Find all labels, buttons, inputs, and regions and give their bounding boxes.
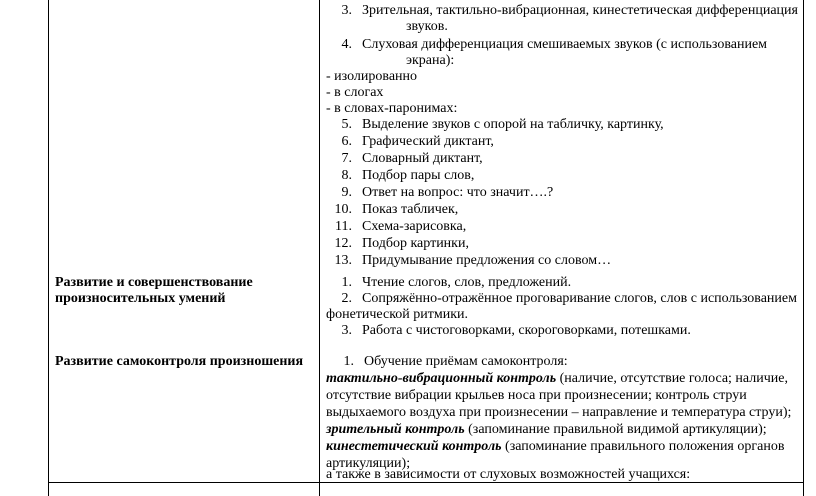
list-number: 3. <box>341 3 352 18</box>
left-cell-pronunciation-line1: Развитие и совершенствование <box>55 275 253 290</box>
paragraph-line: отсутствие вибрации крыльев носа при произнесении; контроль струи <box>326 388 747 403</box>
list-number: 1. <box>341 275 352 290</box>
list-number: 2. <box>341 291 352 306</box>
visual-control-label: зрительный контроль <box>326 422 465 437</box>
list-number: 8. <box>341 168 352 183</box>
kinesthetic-control-label: кинестетический контроль <box>326 439 502 454</box>
list-item-3-line1: Зрительная, тактильно-вибрационная, кинестетическая дифференциация <box>362 3 798 18</box>
paragraph-line: а также в зависимости от слуховых возможностей учащихся: <box>326 467 691 482</box>
table-border-left <box>48 0 49 496</box>
list-number: 6. <box>341 134 352 149</box>
list-item: Графический диктант, <box>362 134 494 149</box>
visual-control-line <box>326 421 767 439</box>
visual-control-text: (запоминание правильной видимой артикуляции); <box>464 422 767 437</box>
list-number: 9. <box>341 185 352 200</box>
list-item: Обучение приёмам самоконтроля: <box>364 354 568 369</box>
table-border-middle <box>319 0 320 496</box>
list-number: 12. <box>334 236 352 251</box>
list-number: 11. <box>335 219 352 234</box>
list-number: 7. <box>341 151 352 166</box>
dash-item: - изолированно <box>326 69 418 84</box>
list-item: Ответ на вопрос: что значит….? <box>362 185 554 200</box>
dash-item: - в словах-паронимах: <box>326 101 458 116</box>
left-cell-pronunciation-line2: произносительных умений <box>55 291 226 306</box>
list-number: 3. <box>341 323 352 338</box>
table-border-right <box>803 0 804 496</box>
list-item: Показ табличек, <box>362 202 459 217</box>
list-item: Схема-зарисовка, <box>362 219 467 234</box>
list-number: 5. <box>341 117 352 132</box>
list-item: Придумывание предложения со словом… <box>362 253 612 268</box>
list-item: Словарный диктант, <box>362 151 483 166</box>
list-number: 13. <box>334 253 352 268</box>
tactile-control-label: тактильно-вибрационный контроль <box>326 371 557 386</box>
list-item: Работа с чистоговорками, скороговорками, потешками. <box>362 323 691 338</box>
tactile-control-text: (наличие, отсутствие голоса; наличие, <box>556 371 788 386</box>
list-item: Чтение слогов, слов, предложений. <box>362 275 572 290</box>
kinesthetic-control-text: (запоминание правильного положения органов <box>501 439 785 454</box>
paragraph-line: выдыхаемого воздуха при произнесении – направление и температура струи); <box>326 405 792 420</box>
list-item-3-line2: звуков. <box>406 19 448 34</box>
tactile-control-line <box>326 370 788 388</box>
dash-item: - в слогах <box>326 85 384 100</box>
list-item-line1: Сопряжённо-отражённое проговаривание слогов, слов с использованием <box>362 291 797 306</box>
paragraph-line: артикуляции); <box>326 456 411 471</box>
list-number: 4. <box>341 37 352 52</box>
list-number: 1. <box>343 354 354 369</box>
list-item: Подбор пары слов, <box>362 168 475 183</box>
kinesthetic-control-line <box>326 438 784 456</box>
list-item: Подбор картинки, <box>362 236 469 251</box>
list-item-4-line1: Слуховая дифференциация смешиваемых звуков (с использованием <box>362 37 768 52</box>
left-cell-self-control: Развитие самоконтроля произношения <box>55 354 304 369</box>
list-item-4-line2: экрана): <box>406 53 455 68</box>
list-number: 10. <box>334 202 352 217</box>
list-item: Выделение звуков с опорой на табличку, картинку, <box>362 117 664 132</box>
list-item-line2: фонетической ритмики. <box>326 307 469 322</box>
